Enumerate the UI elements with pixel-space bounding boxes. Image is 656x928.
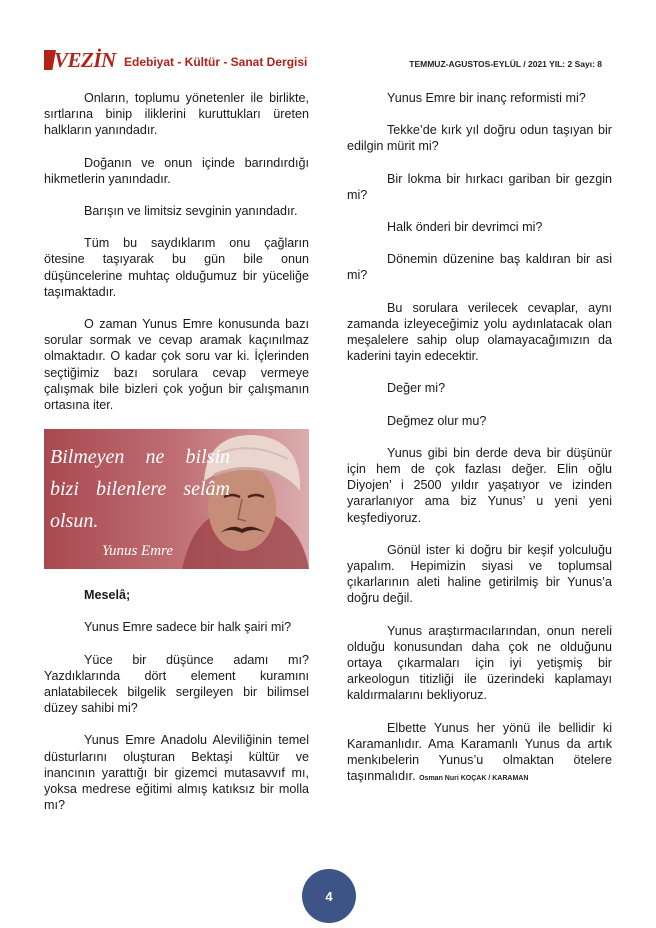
paragraph: Tüm bu saydıklarım onu çağların ötesine taşıyarak bu gün bile onun düşüncelerine muhtaç olduğumuz bir yüceliğe taşımaktadır. [44, 236, 309, 299]
paragraph: Değmez olur mu? [387, 413, 487, 428]
paragraph: Doğanın ve onun içinde barındırdığı hikmetlerin yanındadır. [44, 155, 309, 186]
left-column [44, 90, 309, 829]
paragraph: Yunus Emre Anadolu Aleviliğinin temel düsturlarını oluşturan Bektaşi kültür ve inancının yarattığı bir gizemci mutasavvıf mı, yoksa medrese eğitimi almış katıksız bir molla mı? [44, 733, 309, 813]
banner-quote: Bilmeyen ne bilsin bizi bilenlere selâm olsun. [50, 446, 230, 533]
quote-banner [44, 429, 309, 569]
paragraph: O zaman Yunus Emre konusunda bazı sorular sormak ve cevap aramak kaçınılmaz olmaktadır. O kadar çok soru var ki. İçlerinden seçtiğimiz bazı sorulara cevap vermeye çalışmak bile bizleri çok yoğun bir çalışmanın ortasına iter. [44, 317, 309, 413]
banner-author: Yunus Emre [102, 543, 173, 560]
paragraph: Yunus Emre sadece bir halk şairi mi? [84, 620, 292, 635]
paragraph: Onların, toplumu yönetenler ile birlikte, sırtlarına binip iliklerini kuruttukları üreten halkların yanındadır. [44, 91, 309, 138]
paragraph: Halk önderi bir devrimci mi? [387, 220, 543, 235]
paragraph: Yunus Emre bir inanç reformisti mi? [387, 91, 586, 105]
magazine-tagline: Edebiyat - Kültür - Sanat Dergisi [124, 55, 308, 69]
paragraph: Değer mi? [387, 381, 446, 396]
page-number-badge: 4 [302, 869, 356, 923]
closing-text: Elbette Yunus her yönü ile bellidir ki Karamanlıdır. Ama Karamanlı Yunus da artık menkıbelerin Yunus’u olmaktan ötelere taşınmalıdır. [347, 720, 612, 784]
section-label: Meselâ; [84, 588, 131, 603]
right-column [347, 90, 612, 804]
paragraph: Dönemin düzenine baş kaldıran bir asi mi? [347, 252, 612, 283]
paragraph: Gönül ister ki doğru bir keşif yolculuğu yapalım. Hepimizin siyasi ve toplumsal çıkarlarının aleti haline getirilmiş bir Yunus’a doğru değil. [347, 542, 612, 606]
closing-paragraph [347, 720, 612, 788]
paragraph: Barışın ve limitsiz sevginin yanındadır. [84, 204, 298, 219]
magazine-logo: VEZİN [54, 48, 116, 72]
magazine-header [44, 50, 614, 74]
issue-info: TEMMUZ-AGUSTOS-EYLÜL / 2021 YIL: 2 Sayı: 8 [409, 59, 602, 69]
paragraph: Bu sorulara verilecek cevaplar, aynı zamanda izleyeceğimiz yolu aydınlatacak olan meşalelere sahip olup olamayacağımızın da kaderini tayin edecektir. [347, 300, 612, 364]
paragraph: Yüce bir düşünce adamı mı? Yazdıklarında dört element kuramını anlatabilecek bilgelik sergileyen bir bilimsel düzey sahibi mi? [44, 652, 309, 716]
paragraph: Yunus araştırmacılarından, onun nereli olduğu konusundan daha çok ne olduğunu ortaya çıkarmaları için iyi yetişmiş bir arkeologun titizliği ile üzerindeki kaplamayı kaldırmalarını bekliyoruz. [347, 623, 612, 703]
author-signature: Osman Nuri KOÇAK / KARAMAN [419, 775, 529, 783]
paragraph: Yunus gibi bin derde deva bir düşünür için hem de çok fazlası değer. Elin oğlu Diyojen’ i 2500 yıldır yaşatıyor ve izinden yararlanıyor ama biz Yunus’ u yeni yeni keşfediyoruz. [347, 445, 612, 525]
paragraph: Bir lokma bir hırkacı gariban bir gezgin mi? [347, 171, 612, 202]
paragraph: Tekke’de kırk yıl doğru odun taşıyan bir edilgin mürit mi? [347, 123, 612, 154]
